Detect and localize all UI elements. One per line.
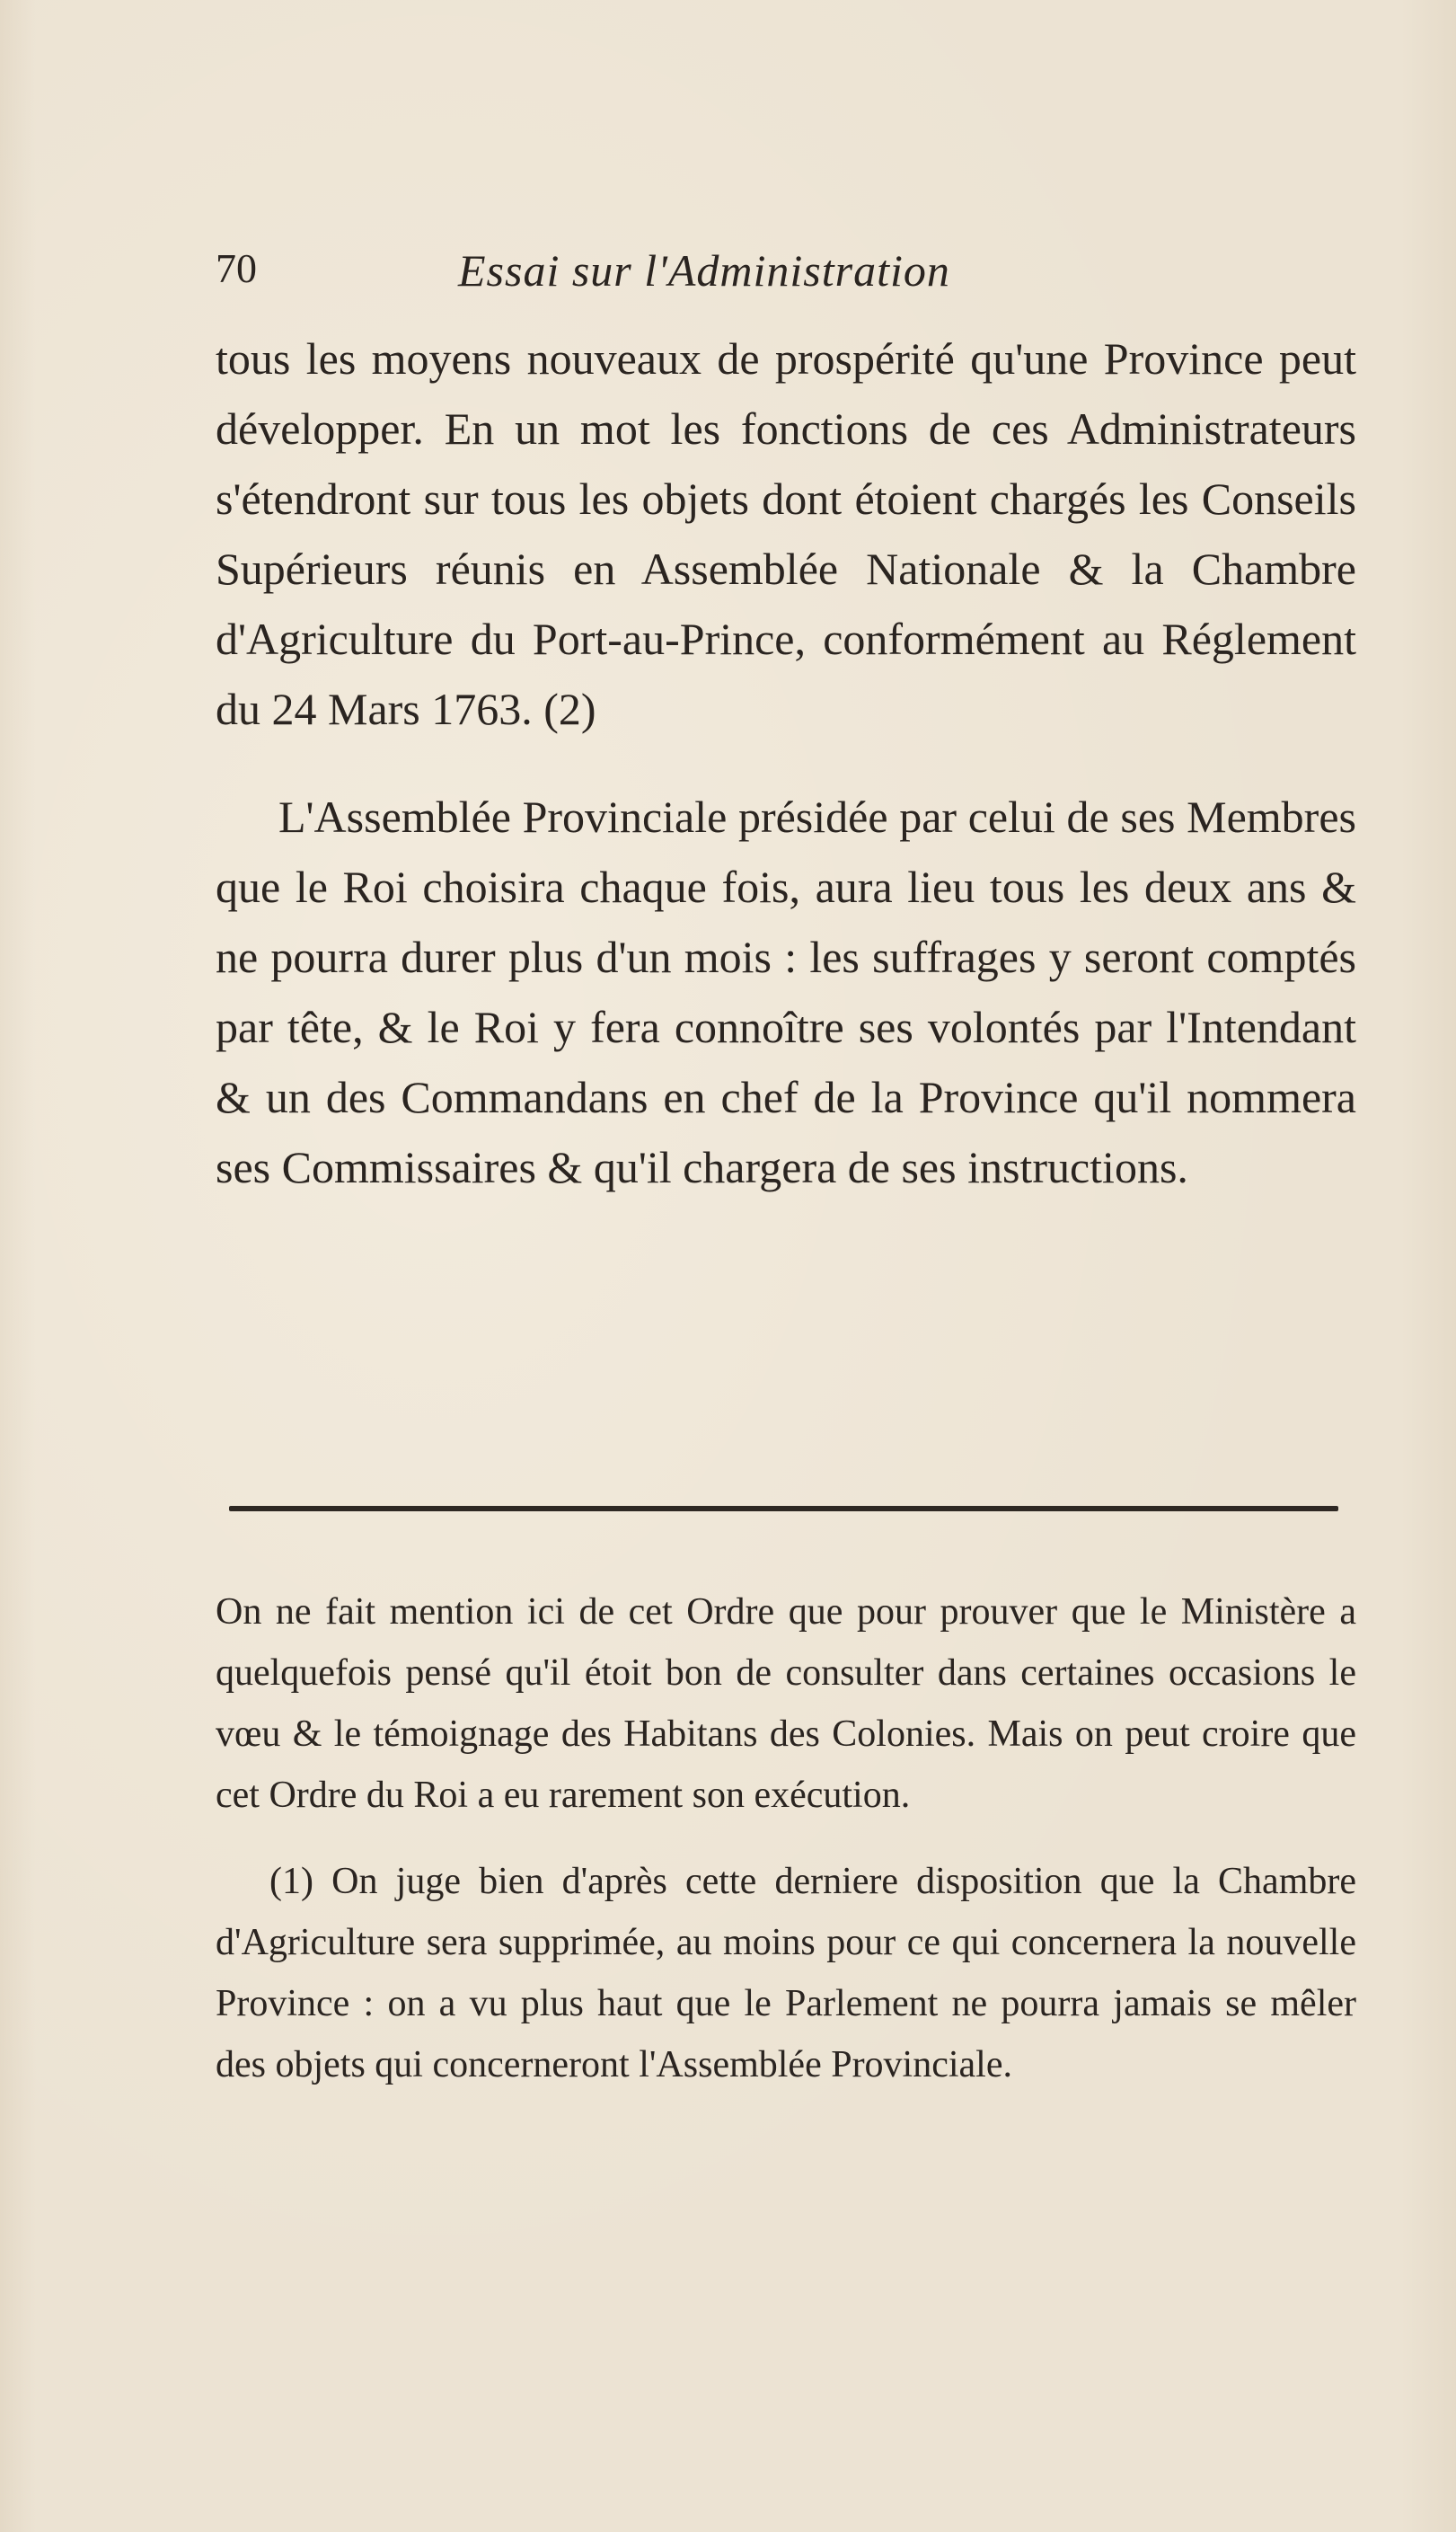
page-number: 70 — [216, 245, 257, 291]
footnotes — [216, 1581, 1356, 2095]
running-head: Essai sur l'Administration — [458, 245, 950, 296]
footnote-2: (1) On juge bien d'après cette derniere disposition que la Chambre d'Agriculture sera supprimée, au moins pour ce qui concernera la nouvelle Province : on a vu plus haut que le Parlement ne pourra jamais se mêler des objets qui concerneront l'Assemblée Provinciale. — [216, 1861, 1356, 2085]
page-header — [216, 244, 1356, 307]
footnote-rule — [229, 1506, 1338, 1511]
body-paragraph-2: L'Assemblée Provinciale présidée par celui de ses Membres que le Roi choisira chaque fois, aura lieu tous les deux ans & ne pourra durer plus d'un mois : les suffrages y seront comptés par tête, & le Roi y fera connoître ses volontés par l'Intendant & un des Commandans en chef de la Province qu'il nommera ses Commissaires & qu'il chargera de ses instructions. — [216, 792, 1356, 1192]
footnote-1: On ne fait mention ici de cet Ordre que pour prouver que le Ministère a quelquefois pensé qu'il étoit bon de consulter dans certaines occasions le vœu & le témoignage des Habitans des Colonies. Mais on peut croire que cet Ordre du Roi a eu rarement son exécution. — [216, 1591, 1356, 1816]
body-paragraph-1: tous les moyens nouveaux de prospérité qu'une Province peut développer. En un mot les fonctions de ces Administrateurs s'étendront sur tous les objets dont étoient chargés les Conseils Supérieurs réunis en Assemblée Nationale & la Chambre d'Agriculture du Port-au-Prince, conformément au Réglement du 24 Mars 1763. (2) — [216, 333, 1356, 734]
main-text — [216, 323, 1356, 1202]
